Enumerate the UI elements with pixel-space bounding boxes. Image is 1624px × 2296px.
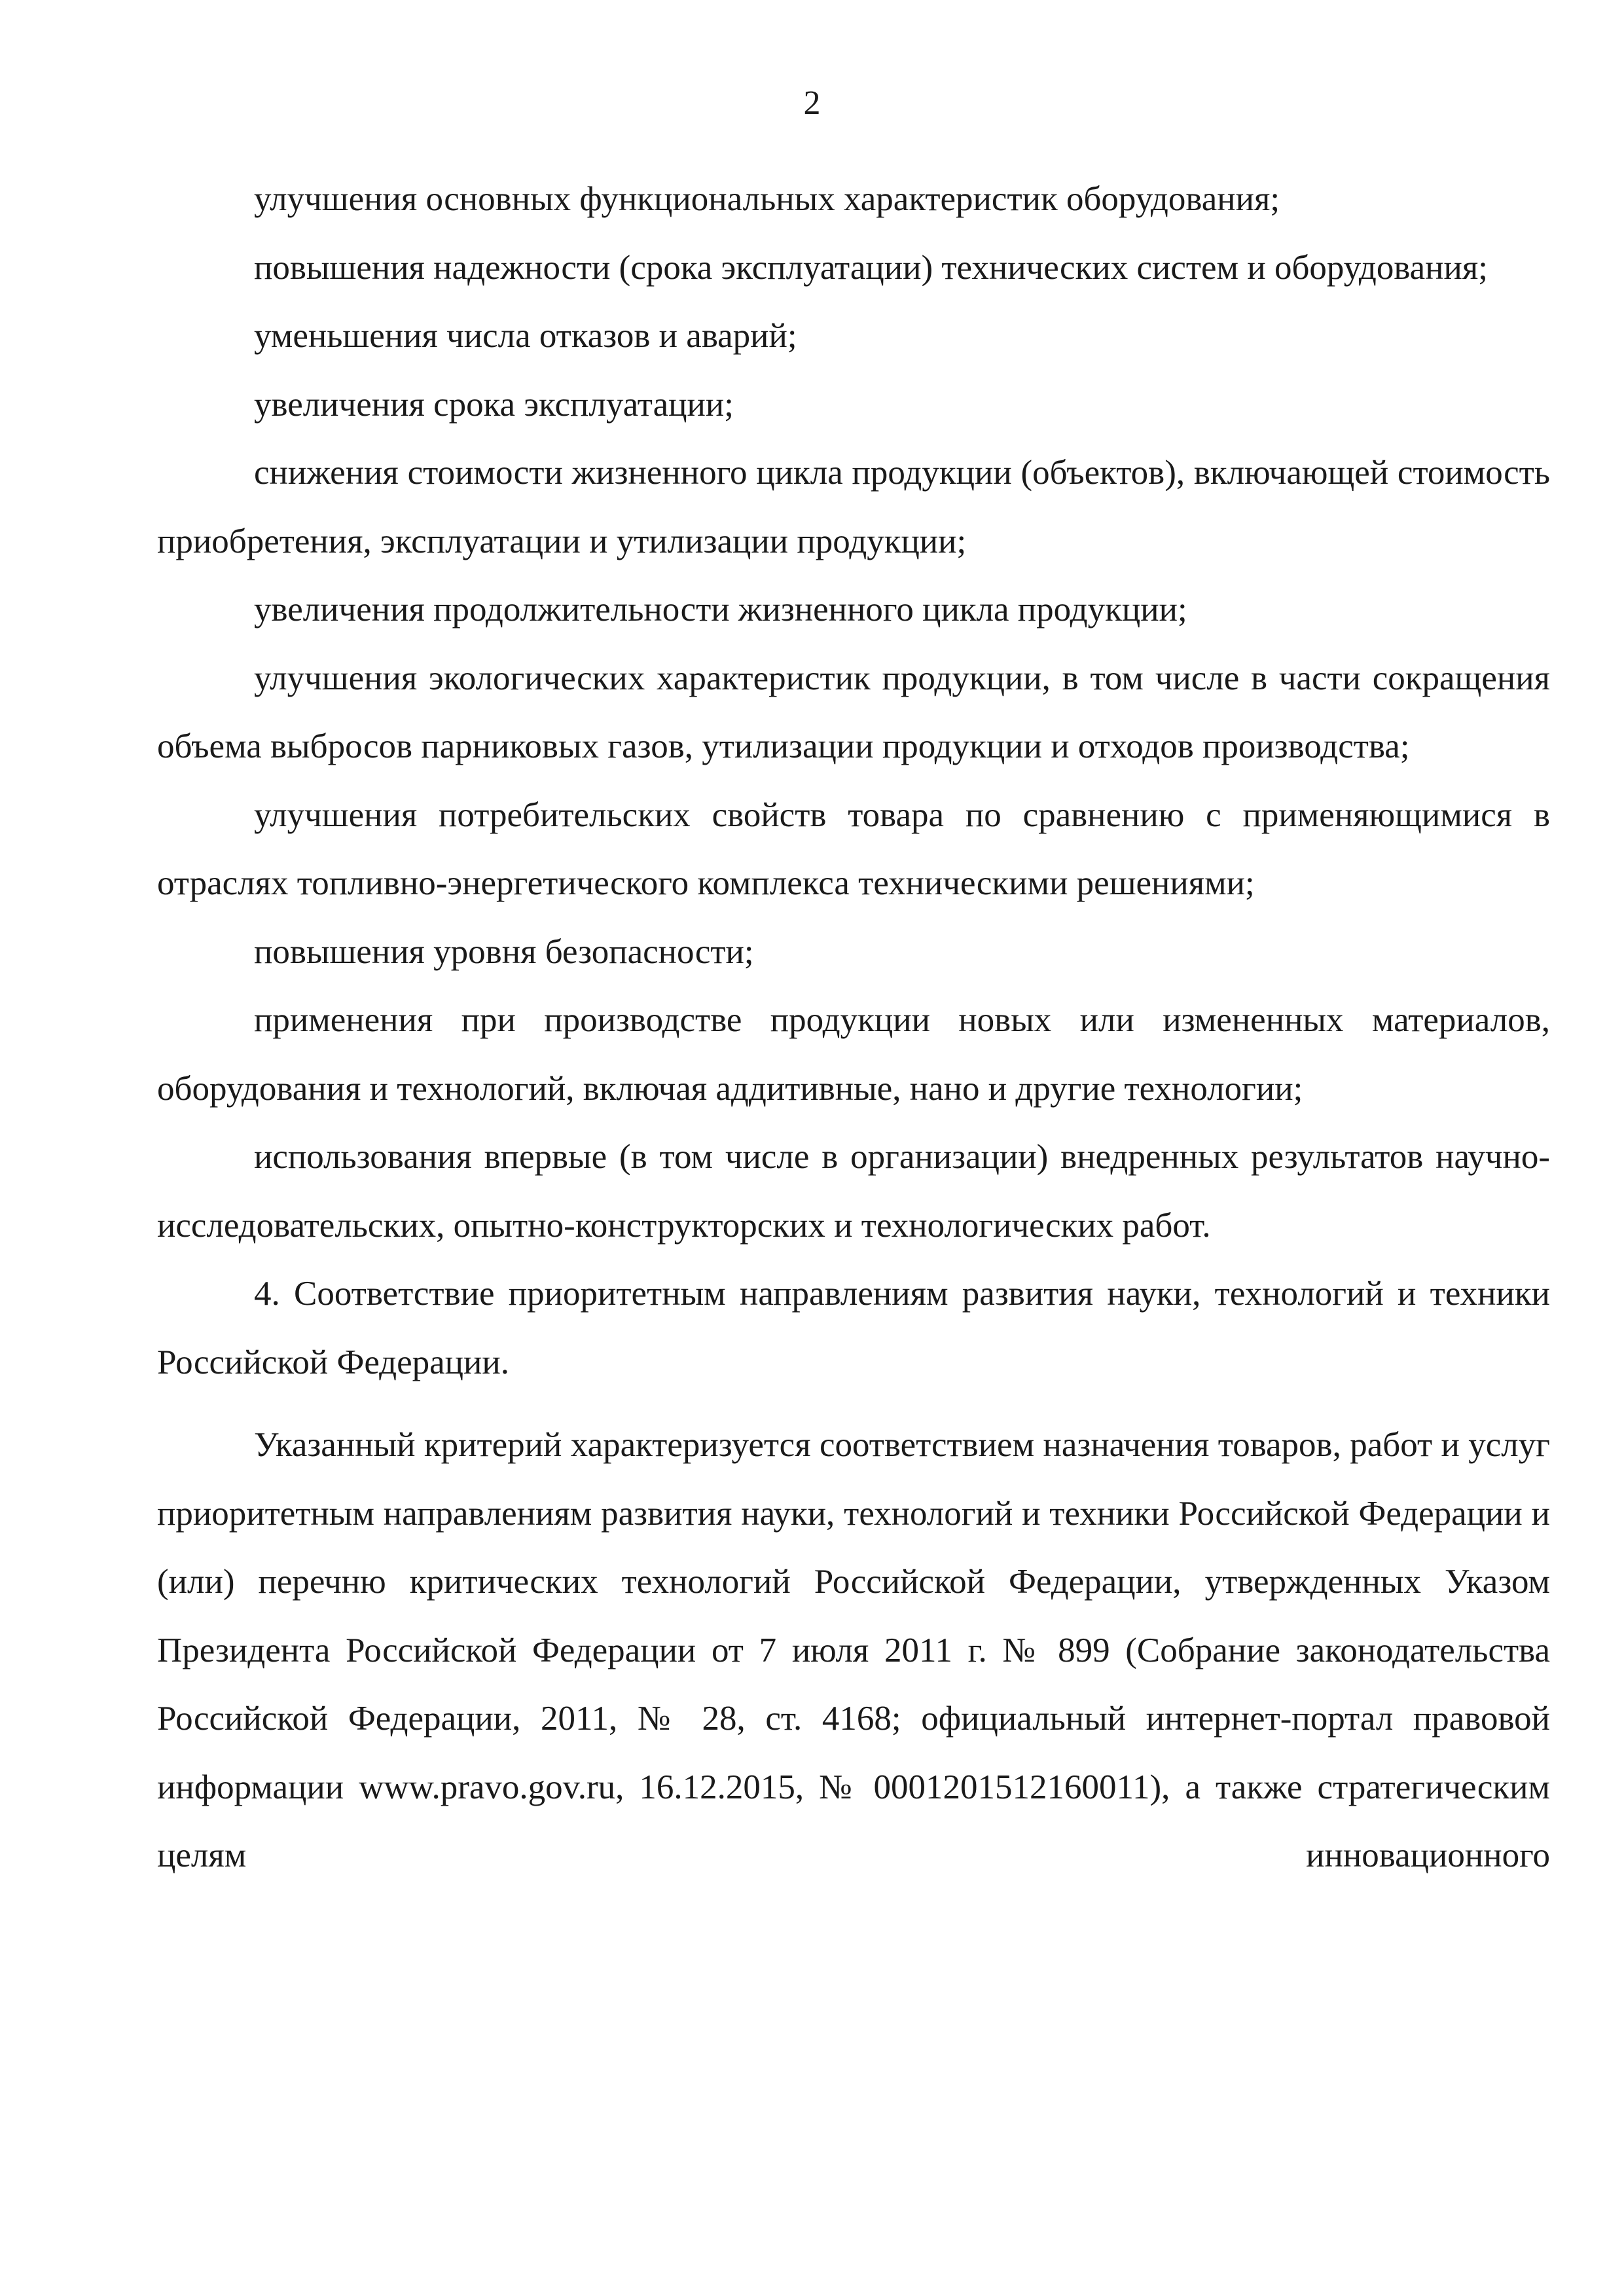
list-item-paragraph: улучшения экологических характеристик продукции, в том числе в части сокращения объема выбросов парниковых газов, утилизации продукции и отходов производства; [157,659,1550,765]
body-paragraph: Указанный критерий характеризуется соответствием назначения товаров, работ и услуг приоритетным направлениям развития науки, технологий и техники Российской Федерации и (или) перечню критических технологий Российской Федерации, утвержденных Указом Президента Российской Федерации от 7 июля 2011 г. № 899 (Собрание законодательства Российской Федерации, 2011, № 28, ст. 4168; официальный интернет-портал правовой информации www.pravo.gov.ru, 16.12.2015, № 0001201512160011), а также стратегическим целям инновационного [157,1426,1550,1874]
list-item-paragraph: увеличения продолжительности жизненного цикла продукции; [254,591,1187,629]
list-item-paragraph: уменьшения числа отказов и аварий; [254,317,797,355]
section-heading-paragraph: 4. Соответствие приоритетным направлениям развития науки, технологий и техники Российской Федерации. [157,1275,1550,1381]
list-item-paragraph: повышения надежности (срока эксплуатации) технических систем и оборудования; [254,248,1489,287]
list-item-paragraph: использования впервые (в том числе в организации) внедренных результатов научно-исследовательских, опытно-конструкторских и технологических работ. [157,1138,1550,1245]
list-item-paragraph: увеличения срока эксплуатации; [254,385,734,424]
list-item-paragraph: повышения уровня безопасности; [254,932,754,971]
list-item-paragraph: улучшения основных функциональных характеристик оборудования; [254,180,1280,218]
list-item-paragraph: улучшения потребительских свойств товара по сравнению с применяющимися в отраслях топливно-энергетического комплекса техническими решениями; [157,795,1550,902]
list-item-paragraph: снижения стоимости жизненного цикла продукции (объектов), включающей стоимость приобретения, эксплуатации и утилизации продукции; [157,454,1550,560]
document-body [157,165,1550,1890]
list-item-paragraph: применения при производстве продукции новых или измененных материалов, оборудования и технологий, включая аддитивные, нано и другие технологии; [157,1001,1550,1108]
page-number: 2 [803,84,821,122]
